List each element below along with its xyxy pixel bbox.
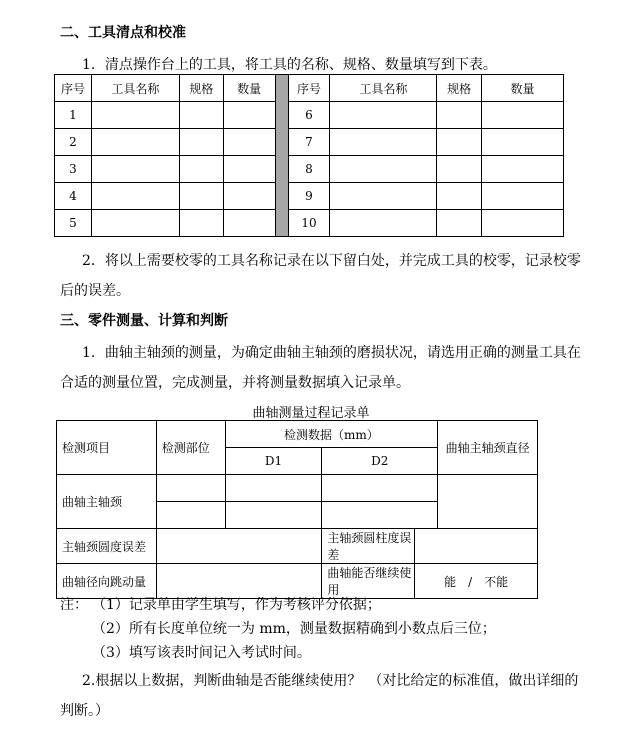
table-row bbox=[55, 102, 564, 129]
quantity-cell[interactable] bbox=[223, 129, 275, 156]
record-table bbox=[56, 420, 538, 599]
quantity-cell[interactable] bbox=[223, 156, 275, 183]
instruction-measurement: 1．曲轴主轴颈的测量，为确定曲轴主轴颈的磨损状况，请选用正确的测量工具在 bbox=[82, 345, 581, 361]
section-heading-tools: 二、工具清点和校准 bbox=[60, 25, 186, 41]
spec-cell[interactable] bbox=[437, 183, 482, 210]
row-index: 10 bbox=[288, 210, 330, 237]
diameter-cell[interactable] bbox=[438, 475, 538, 529]
col-header-tool-name: 工具名称 bbox=[330, 75, 437, 102]
row-index: 8 bbox=[288, 156, 330, 183]
table-row bbox=[55, 156, 564, 183]
quantity-cell[interactable] bbox=[482, 183, 564, 210]
d1-cell[interactable] bbox=[225, 475, 322, 502]
runout-label: 曲轴径向跳动量 bbox=[57, 564, 157, 599]
cylindricity-value-cell[interactable] bbox=[415, 529, 538, 564]
tool-table-header-row bbox=[55, 75, 564, 102]
quantity-cell[interactable] bbox=[482, 102, 564, 129]
spec-cell[interactable] bbox=[179, 129, 223, 156]
quantity-cell[interactable] bbox=[223, 210, 275, 237]
section-heading-measurement: 三、零件测量、计算和判断 bbox=[60, 313, 228, 329]
col-header-index: 序号 bbox=[55, 75, 92, 102]
data-header: 检测数据（mm） bbox=[225, 421, 438, 448]
tool-name-cell[interactable] bbox=[91, 102, 179, 129]
note-1: （1）记录单由学生填写，作为考核评分依据； bbox=[92, 597, 381, 613]
instruction-measurement-cont: 合适的测量位置，完成测量，并将测量数据填入记录单。 bbox=[60, 375, 410, 391]
row-index: 1 bbox=[55, 102, 92, 129]
d1-cell[interactable] bbox=[225, 502, 322, 529]
col-header-index: 序号 bbox=[288, 75, 330, 102]
journal-label: 曲轴主轴颈 bbox=[57, 475, 157, 529]
position-header: 检测部位 bbox=[156, 421, 225, 475]
quantity-cell[interactable] bbox=[482, 156, 564, 183]
roundness-value-cell[interactable] bbox=[156, 529, 322, 564]
instruction-tools-list: 1．清点操作台上的工具，将工具的名称、规格、数量填写到下表。 bbox=[82, 57, 497, 73]
quantity-cell[interactable] bbox=[482, 210, 564, 237]
row-index: 5 bbox=[55, 210, 92, 237]
tool-name-cell[interactable] bbox=[91, 210, 179, 237]
instruction-judgement: 2.根据以上数据，判断曲轴是否能继续使用？ （对比给定的标准值，做出详细的 bbox=[82, 673, 579, 689]
row-index: 6 bbox=[288, 102, 330, 129]
roundness-label: 主轴颈圆度误差 bbox=[57, 529, 157, 564]
row-index: 2 bbox=[55, 129, 92, 156]
spec-cell[interactable] bbox=[437, 129, 482, 156]
position-cell[interactable] bbox=[156, 502, 225, 529]
position-cell[interactable] bbox=[156, 475, 225, 502]
row-index: 7 bbox=[288, 129, 330, 156]
d1-header: D1 bbox=[225, 448, 322, 475]
item-header: 检测项目 bbox=[57, 421, 157, 475]
spec-cell[interactable] bbox=[179, 183, 223, 210]
d2-header: D2 bbox=[322, 448, 438, 475]
col-header-tool-name: 工具名称 bbox=[91, 75, 179, 102]
table-separator bbox=[275, 75, 288, 237]
spec-cell[interactable] bbox=[437, 102, 482, 129]
quantity-cell[interactable] bbox=[223, 183, 275, 210]
usable-label: 曲轴能否继续使用 bbox=[322, 564, 415, 599]
col-header-quantity: 数量 bbox=[482, 75, 564, 102]
quantity-cell[interactable] bbox=[482, 129, 564, 156]
spec-cell[interactable] bbox=[179, 210, 223, 237]
table-row bbox=[55, 129, 564, 156]
instruction-judgement-cont: 判断。） bbox=[60, 703, 109, 719]
table-row bbox=[55, 210, 564, 237]
d2-cell[interactable] bbox=[322, 502, 438, 529]
record-sheet-title: 曲轴测量过程记录单 bbox=[252, 406, 370, 421]
spec-cell[interactable] bbox=[179, 156, 223, 183]
tool-name-cell[interactable] bbox=[91, 183, 179, 210]
col-header-spec: 规格 bbox=[437, 75, 482, 102]
tool-name-cell[interactable] bbox=[330, 210, 437, 237]
row-index: 9 bbox=[288, 183, 330, 210]
notes-label: 注： bbox=[60, 597, 88, 613]
tool-name-cell[interactable] bbox=[330, 156, 437, 183]
note-2: （2）所有长度单位统一为 mm，测量数据精确到小数点后三位； bbox=[92, 621, 496, 637]
quantity-cell[interactable] bbox=[223, 102, 275, 129]
spec-cell[interactable] bbox=[437, 156, 482, 183]
spec-cell[interactable] bbox=[437, 210, 482, 237]
d2-cell[interactable] bbox=[322, 475, 438, 502]
cylindricity-label: 主轴颈圆柱度误差 bbox=[322, 529, 415, 564]
spec-cell[interactable] bbox=[179, 102, 223, 129]
note-3: （3）填写该表时间记入考试时间。 bbox=[92, 645, 311, 661]
row-index: 3 bbox=[55, 156, 92, 183]
tool-name-cell[interactable] bbox=[91, 156, 179, 183]
tool-name-cell[interactable] bbox=[330, 183, 437, 210]
instruction-zero-calibration: 2．将以上需要校零的工具名称记录在以下留白处，并完成工具的校零，记录校零 bbox=[82, 253, 581, 269]
tool-name-cell[interactable] bbox=[330, 129, 437, 156]
tool-table bbox=[54, 74, 564, 237]
diameter-header: 曲轴主轴颈直径 bbox=[438, 421, 538, 475]
row-index: 4 bbox=[55, 183, 92, 210]
tool-name-cell[interactable] bbox=[330, 102, 437, 129]
tool-name-cell[interactable] bbox=[91, 129, 179, 156]
usable-answer[interactable]: 能 / 不能 bbox=[415, 564, 538, 599]
col-header-quantity: 数量 bbox=[223, 75, 275, 102]
instruction-zero-calibration-cont: 后的误差。 bbox=[60, 283, 130, 299]
col-header-spec: 规格 bbox=[179, 75, 223, 102]
table-row bbox=[55, 183, 564, 210]
